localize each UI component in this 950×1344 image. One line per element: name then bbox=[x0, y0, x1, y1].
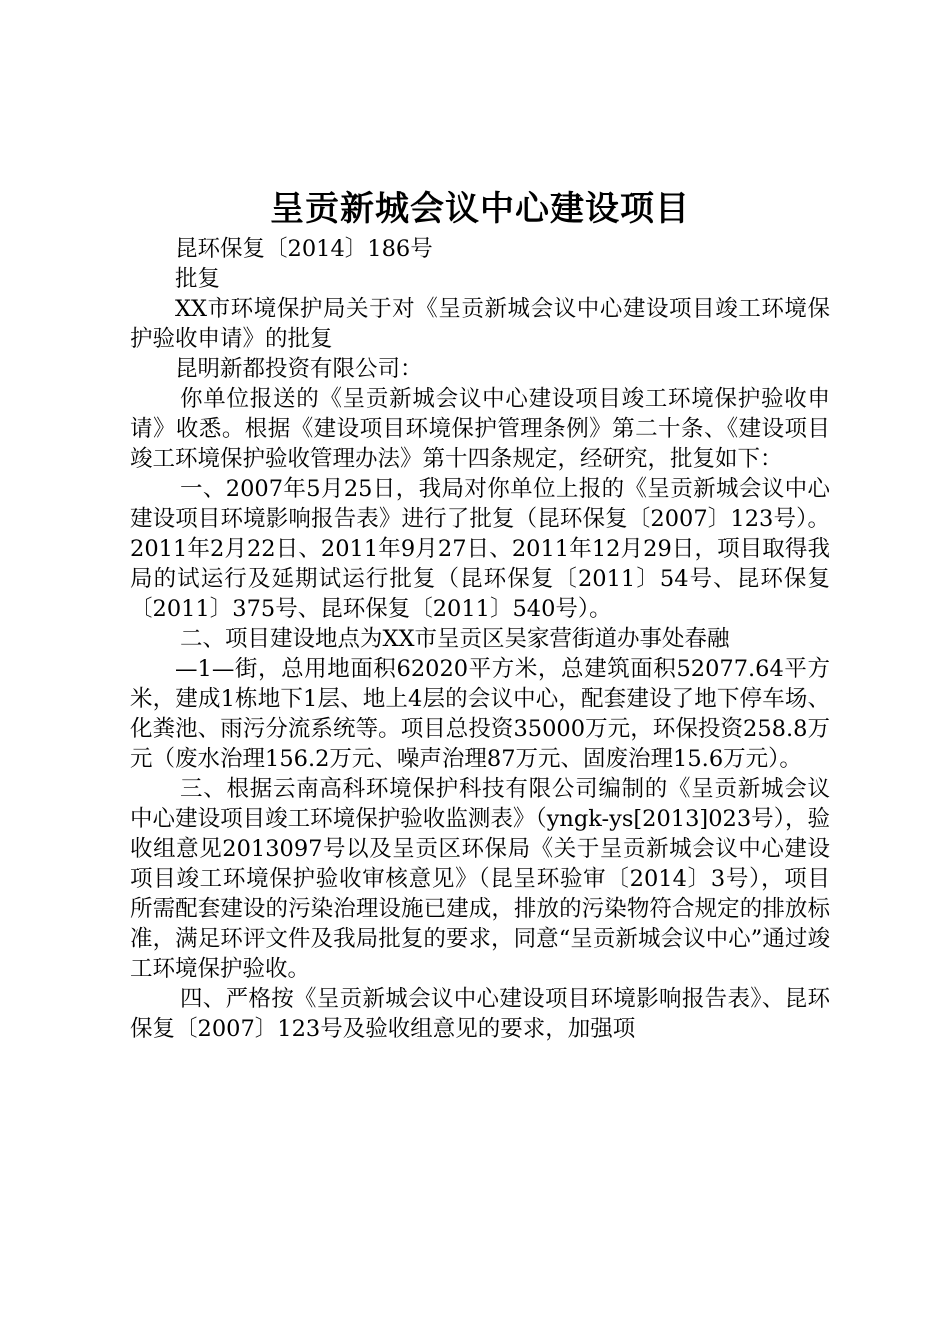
document-heading: XX市环境保护局关于对《呈贡新城会议中心建设项目竣工环境保护验收申请》的批复 bbox=[130, 296, 830, 352]
paragraph-intro: 你单位报送的《呈贡新城会议中心建设项目竣工环境保护验收申请》收悉。根据《建设项目环境保护管理条例》第二十条、《建设项目竣工环境保护验收管理办法》第十四条规定，经研究，批复如下： bbox=[130, 386, 830, 472]
document-type: 批复 bbox=[175, 266, 221, 292]
paragraph-one: 一、2007年5月25日，我局对你单位上报的《呈贡新城会议中心建设项目环境影响报告表》进行了批复（昆环保复〔2007〕123号）。2011年2月22日、2011年9月27日、2011年12月29日，项目取得我局的试运行及延期试运行批复（昆环保复〔2011〕54号、昆环保复〔2011〕375号、昆环保复〔2011〕540号）。 bbox=[130, 476, 830, 622]
paragraph-two-continued: —1—街，总用地面积62020平方米，总建筑面积52077.64平方米，建成1栋地下1层、地上4层的会议中心，配套建设了地下停车场、化粪池、雨污分流系统等。项目总投资35000万元，环保投资258.8万元（废水治理156.2万元、噪声治理87万元、固废治理15.6万元）。 bbox=[130, 656, 830, 772]
paragraph-two: 二、项目建设地点为XX市呈贡区吴家营街道办事处春融 bbox=[180, 626, 730, 652]
paragraph-three: 三、根据云南高科环境保护科技有限公司编制的《呈贡新城会议中心建设项目竣工环境保护验收监测表》（yngk-ys[2013]023号），验收组意见2013097号以及呈贡区环保局《关于呈贡新城会议中心建设项目竣工环境保护验收审核意见》（昆呈环验审〔2014〕3号），项目所需配套建设的污染治理设施已建成，排放的污染物符合规定的排放标准，满足环评文件及我局批复的要求，同意“呈贡新城会议中心”通过竣工环境保护验收。 bbox=[130, 776, 830, 982]
document-title: 呈贡新城会议中心建设项目 bbox=[270, 189, 690, 229]
document-page bbox=[130, 186, 830, 1044]
paragraph-four: 四、严格按《呈贡新城会议中心建设项目环境影响报告表》、昆环保复〔2007〕123号及验收组意见的要求，加强项 bbox=[130, 986, 830, 1042]
addressee: 昆明新都投资有限公司： bbox=[175, 356, 423, 382]
document-number: 昆环保复〔2014〕186号 bbox=[175, 236, 433, 262]
